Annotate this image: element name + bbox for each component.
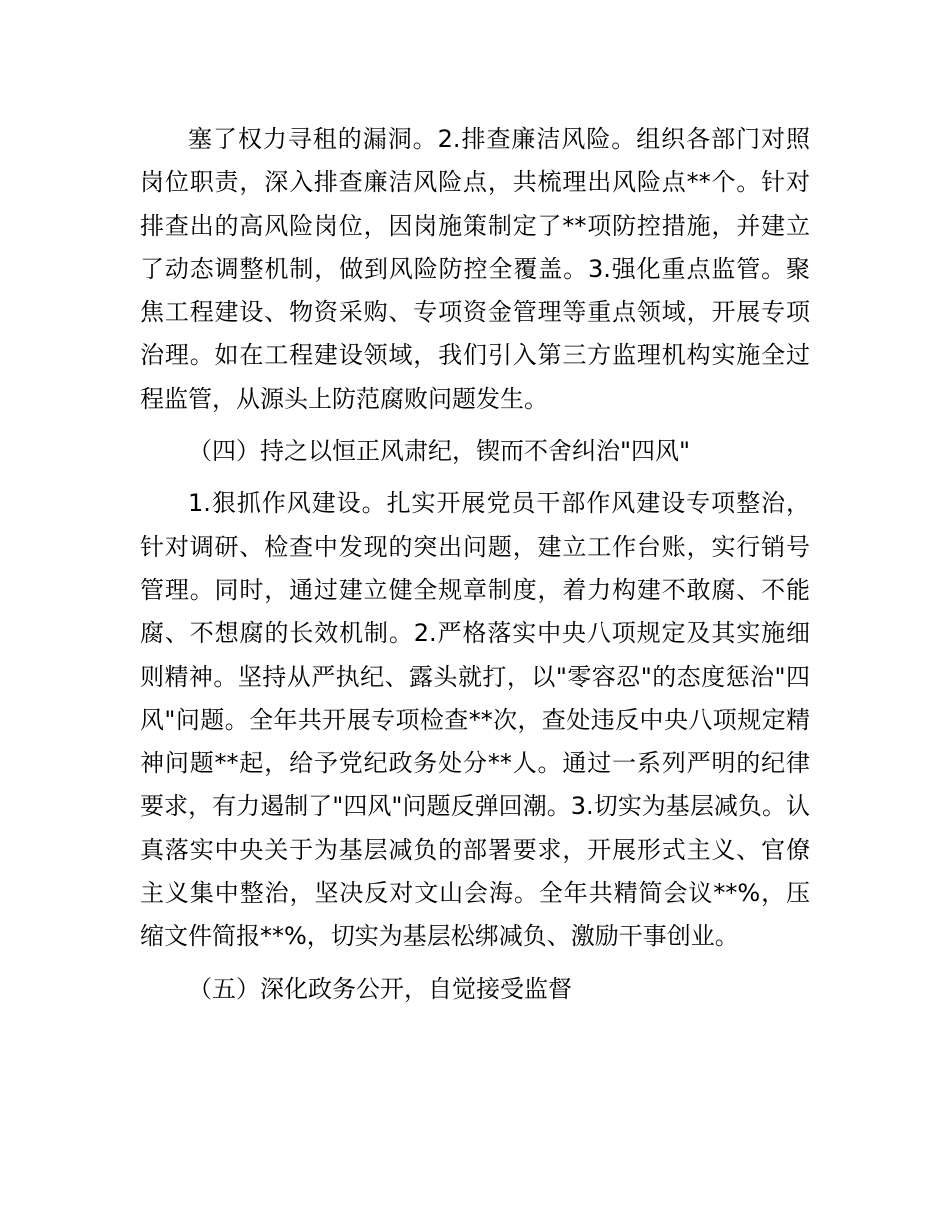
body-paragraph-1: 塞了权力寻租的漏洞。2.排查廉洁风险。组织各部门对照岗位职责，深入排查廉洁风险点，共梳理出风险点**个。针对排查出的高风险岗位，因岗施策制定了**项防控措施，并建立了动态调整机制，做到风险防控全覆盖。3.强化重点监管。聚焦工程建设、物资采购、专项资金管理等重点领域，开展专项治理。如在工程建设领域，我们引入第三方监理机构实施全过程监管，从源头上防范腐败问题发生。 (140, 125, 810, 413)
section-heading-5: （五）深化政务公开，自觉接受监督 (188, 974, 572, 1003)
body-paragraph-2: 1.狠抓作风建设。扎实开展党员干部作风建设专项整治，针对调研、检查中发现的突出问题，建立工作台账，实行销号管理。同时，通过建立健全规章制度，着力构建不敢腐、不能腐、不想腐的长效机制。2.严格落实中央八项规定及其实施细则精神。坚持从严执纪、露头就打，以"零容忍"的态度惩治"四风"问题。全年共开展专项检查**次，查处违反中央八项规定精神问题**起，给予党纪政务处分**人。通过一系列严明的纪律要求，有力遏制了"四风"问题反弹回潮。3.切实为基层减负。认真落实中央关于为基层减负的部署要求，开展形式主义、官僚主义集中整治，坚决反对文山会海。全年共精简会议**%，压缩文件简报**%，切实为基层松绑减负、激励干事创业。 (140, 489, 810, 951)
document-body (140, 118, 810, 1011)
section-heading-4: （四）持之以恒正风肃纪，锲而不舍纠治"四风" (188, 437, 691, 466)
